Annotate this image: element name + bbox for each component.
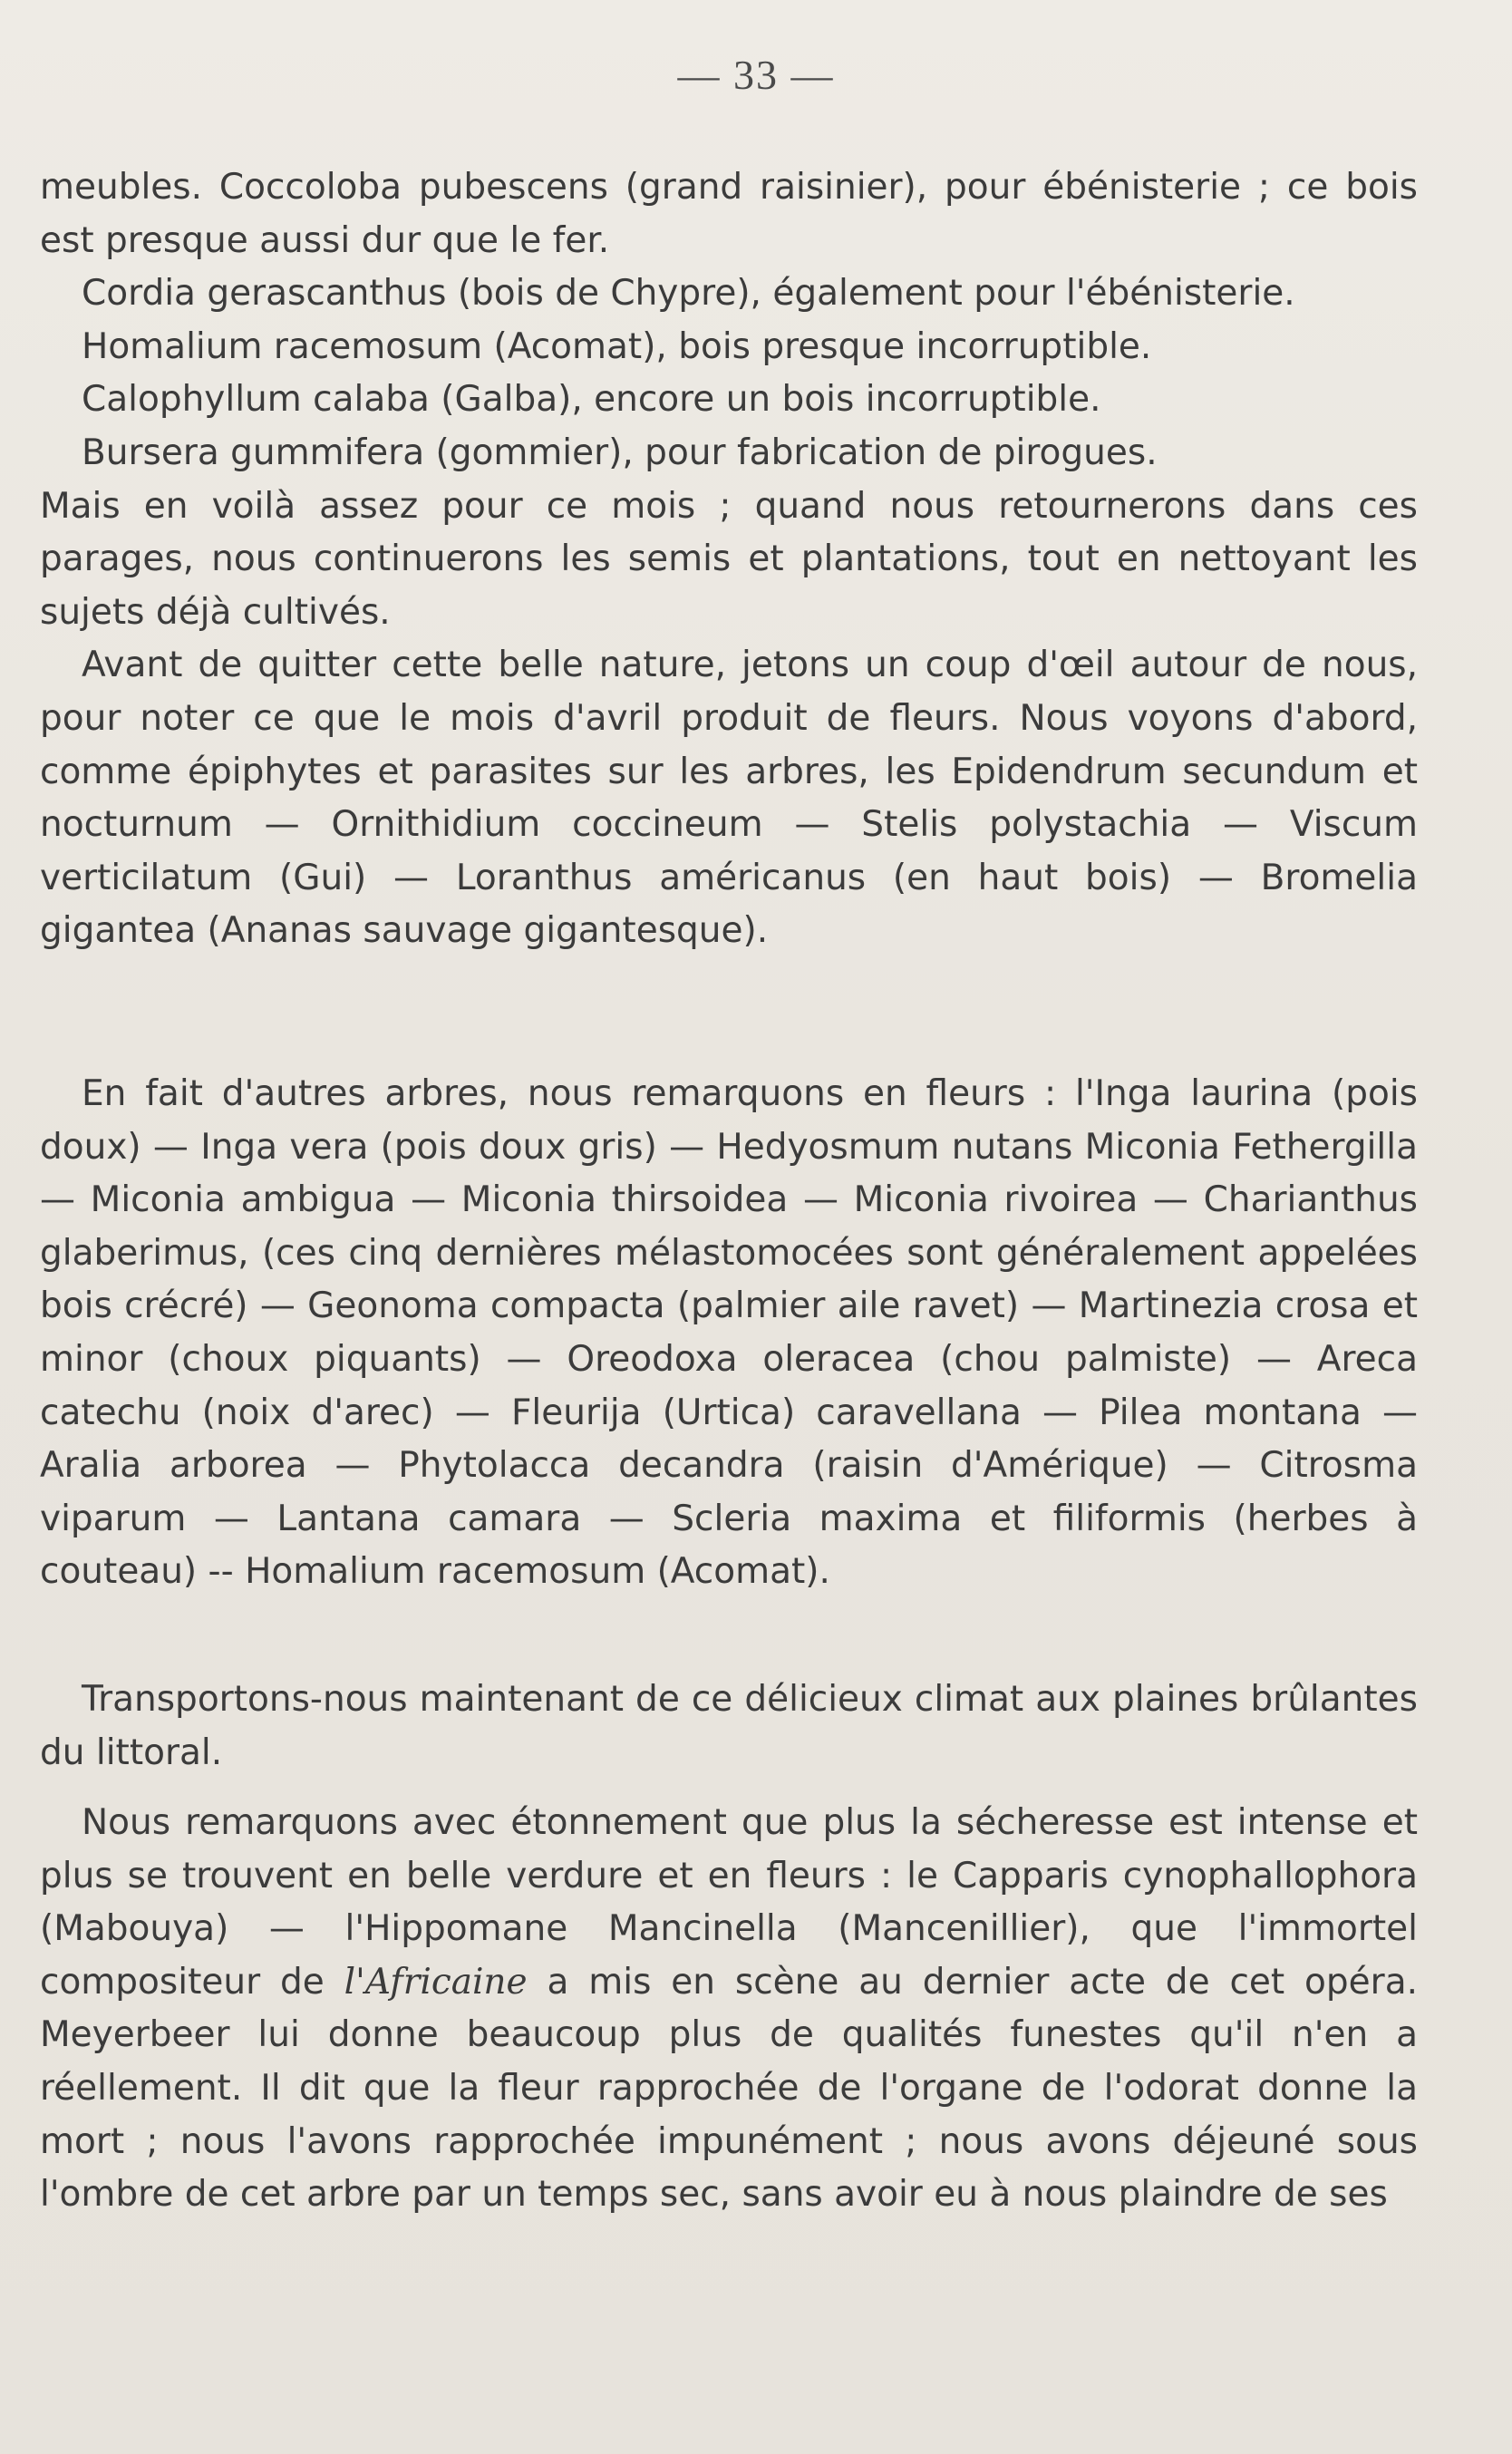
paragraph-3: Homalium racemosum (Acomat), bois presque incorruptible. [82, 325, 1152, 367]
paragraph-2: Cordia gerascanthus (bois de Chypre), également pour l'ébénisterie. [82, 273, 1295, 315]
paragraph-10-part-a: Nous remarquons avec étonnement que plus la sécheresse est intense et plus se trouvent en belle verdure et en fleurs : le Capparis cynophallophora (Mabouya) — l'Hippomane Mancinella (Mancenillier), que l'immortel compositeur de [40, 1802, 1418, 2003]
paragraph-10-part-b: a mis en scène au dernier acte de cet opéra. Meyerbeer lui donne beaucoup plus de qualités funestes qu'il n'en a réellement. Il dit que la fleur rapprochée de l'organe de l'odorat donne la mort ; nous l'avons rapprochée impunément ; nous avons déjeuné sous l'ombre de cet arbre par un temps sec, sans avoir eu à nous plaindre de ses [40, 1961, 1418, 2216]
text-section-3 [40, 1673, 1418, 1780]
text-section-2 [40, 1068, 1418, 1599]
paragraph-4: Calophyllum calaba (Galba), encore un bois incorruptible. [82, 379, 1101, 421]
page-number: — 33 — [677, 52, 835, 98]
paragraph-9: Transportons-nous maintenant de ce délicieux climat aux plaines brûlantes du littoral. [40, 1679, 1418, 1773]
text-section-4 [40, 1797, 1418, 2222]
paragraph-10 [40, 1797, 1418, 2222]
paragraph-6: Mais en voilà assez pour ce mois ; quand nous retournerons dans ces parages, nous continuerons les semis et plantations, tout en nettoyant les sujets déjà cultivés. [40, 485, 1418, 633]
paragraph-5: Bursera gummifera (gommier), pour fabrication de pirogues. [82, 432, 1158, 473]
paragraph-1: meubles. Coccoloba pubescens (grand raisinier), pour ébénisterie ; ce bois est presque aussi dur que le fer. [40, 167, 1418, 261]
opera-title: l'Africaine [344, 1961, 528, 2003]
paragraph-8: En fait d'autres arbres, nous remarquons en fleurs : l'Inga laurina (pois doux) — Inga vera (pois doux gris) — Hedyosmum nutans Miconia Fethergilla — Miconia ambigua — Miconia thirsoidea — Miconia rivoirea — Charianthus glaberimus, (ces cinq dernières mélastomocées sont généralement appelées bois crécré) — Geonoma compacta (palmier aile ravet) — Martinezia crosa et minor (choux piquants) — Oreodoxa oleracea (chou palmiste) — Areca catechu (noix d'arec) — Fleurija (Urtica) caravellana — Pilea montana — Aralia arborea — Phytolacca decandra (raisin d'Amérique) — Citrosma viparum — Lantana camara — Scleria maxima et filiformis (herbes à couteau) -- Homalium racemosum (Acomat). [40, 1073, 1418, 1593]
paragraph-7: Avant de quitter cette belle nature, jetons un coup d'œil autour de nous, pour noter ce que le mois d'avril produit de fleurs. Nous voyons d'abord, comme épiphytes et parasites sur les arbres, les Epidendrum secundum et nocturnum — Ornithidium coccineum — Stelis polystachia — Viscum verticilatum (Gui) — Loranthus américanus (en haut bois) — Bromelia gigantea (Ananas sauvage gigantesque). [40, 645, 1418, 952]
text-section-1 [40, 161, 1418, 958]
